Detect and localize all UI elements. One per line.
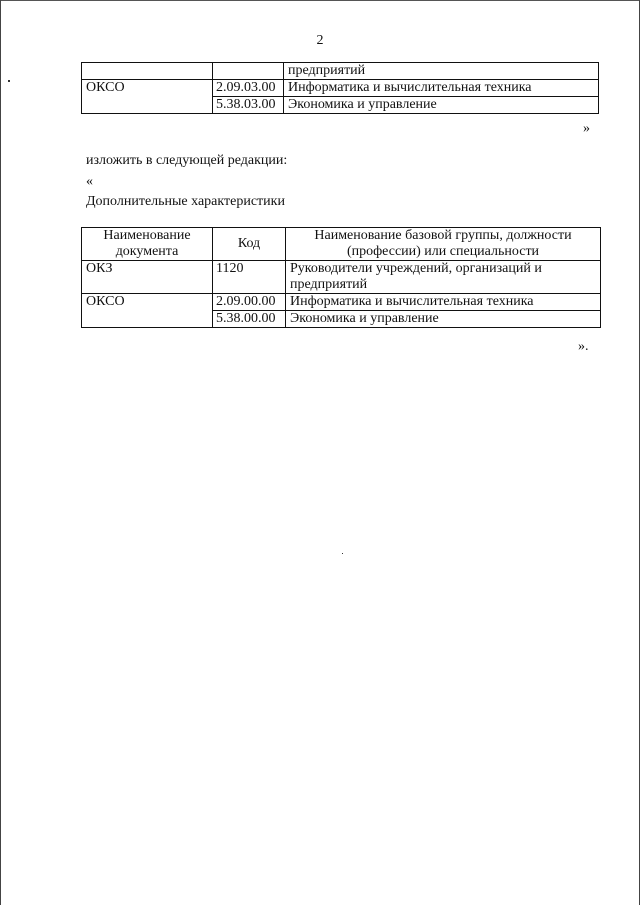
name-cell: Экономика и управление bbox=[286, 311, 601, 328]
doc-cell: ОКСО bbox=[82, 294, 213, 328]
page-number: 2 bbox=[316, 33, 324, 48]
name-cell: Информатика и вычислительная техника bbox=[286, 294, 601, 311]
scan-speck bbox=[8, 80, 10, 82]
table-row bbox=[82, 294, 601, 311]
instruction-text: изложить в следующей редакции: bbox=[86, 153, 288, 168]
opening-quote: « bbox=[86, 174, 93, 189]
name-cell: Руководители учреждений, организаций и предприятий bbox=[286, 261, 601, 294]
page-top-edge bbox=[0, 0, 640, 1]
code-cell: 1120 bbox=[213, 261, 286, 294]
characteristics-table bbox=[81, 227, 601, 328]
name-cell: предприятий bbox=[284, 63, 599, 80]
doc-cell: ОКСО bbox=[82, 80, 213, 114]
continued-table bbox=[81, 62, 599, 114]
code-cell: 2.09.00.00 bbox=[213, 294, 286, 311]
closing-quote-final: ». bbox=[578, 339, 589, 354]
table-header-row bbox=[82, 228, 601, 261]
header-name: Наименование базовой группы, должности (профессии) или специальности bbox=[286, 228, 601, 261]
table-row bbox=[82, 261, 601, 294]
doc-cell: ОКЗ bbox=[82, 261, 213, 294]
header-doc: Наименование документа bbox=[82, 228, 213, 261]
code-cell: 2.09.03.00 bbox=[213, 80, 284, 97]
doc-cell bbox=[82, 63, 213, 80]
table-row bbox=[82, 80, 599, 97]
table-row bbox=[82, 63, 599, 80]
closing-quote: » bbox=[583, 121, 590, 136]
name-cell: Информатика и вычислительная техника bbox=[284, 80, 599, 97]
name-cell: Экономика и управление bbox=[284, 97, 599, 114]
section-title: Дополнительные характеристики bbox=[86, 194, 285, 209]
header-code: Код bbox=[213, 228, 286, 261]
code-cell bbox=[213, 63, 284, 80]
code-cell: 5.38.00.00 bbox=[213, 311, 286, 328]
code-cell: 5.38.03.00 bbox=[213, 97, 284, 114]
page-left-edge bbox=[0, 0, 1, 905]
scan-speck bbox=[342, 553, 343, 554]
